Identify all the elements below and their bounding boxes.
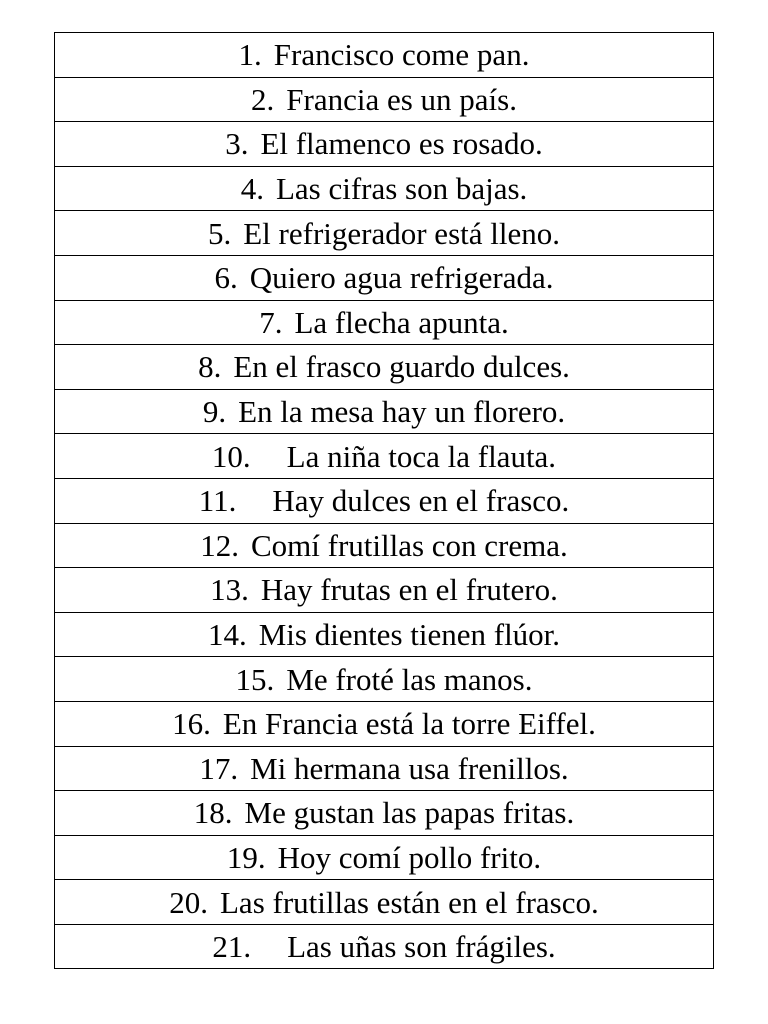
sentence-text: Me gustan las papas fritas. [244,795,575,831]
sentence-number: 16. [172,706,211,742]
sentence-row [55,924,714,969]
sentence-number: 18. [193,795,233,831]
sentence-number: 3. [225,126,249,162]
sentence-text: La niña toca la flauta. [286,438,557,474]
sentence-text: Francia es un país. [286,81,517,117]
sentence-text: En la mesa hay un florero. [238,394,566,430]
sentence-text: Hay frutas en el frutero. [260,572,558,608]
sentence-row [55,657,714,702]
sentence-text: Quiero agua refrigerada. [249,260,554,296]
sentence-number: 14. [207,617,247,653]
sentence-text: Mis dientes tienen flúor. [258,617,561,653]
sentence-text: La flecha apunta. [294,304,509,340]
sentence-row [55,612,714,657]
sentence-number: 21. [212,929,252,965]
sentence-row [55,211,714,256]
sentence-number: 8. [198,349,222,385]
sentence-text: Las cifras son bajas. [275,171,528,207]
sentence-cell [55,77,714,122]
sentence-text: Las frutillas están en el frasco. [220,884,599,920]
sentence-cell [55,523,714,568]
sentence-number: 20. [169,884,208,920]
sentence-cell [55,33,714,78]
sentence-cell [55,568,714,613]
sentence-row [55,478,714,523]
sentence-cell [55,478,714,523]
sentence-number: 6. [214,260,238,296]
sentence-number: 19. [226,839,266,875]
sentence-cell [55,211,714,256]
sentence-number: 15. [235,661,275,697]
sentence-text: Hoy comí pollo frito. [277,839,542,875]
sentence-cell [55,389,714,434]
sentence-row [55,523,714,568]
sentence-cell [55,122,714,167]
sentence-row [55,746,714,791]
sentence-text: Las uñas son frágiles. [287,929,556,965]
sentence-cell [55,434,714,479]
sentence-text: En Francia está la torre Eiffel. [222,706,596,742]
sentence-number: 12. [200,527,239,563]
sentence-row [55,389,714,434]
sentence-cell [55,701,714,746]
sentence-number: 17. [199,750,239,786]
sentence-number: 7. [259,304,283,340]
sentence-cell [55,791,714,836]
sentence-cell [55,612,714,657]
sentence-row [55,300,714,345]
sentence-row [55,255,714,300]
sentence-cell [55,746,714,791]
sentence-row [55,835,714,880]
sentence-row [55,434,714,479]
sentence-text: Comí frutillas con crema. [250,527,568,563]
sentence-row [55,77,714,122]
sentence-cell [55,345,714,390]
sentence-number: 10. [211,438,251,474]
sentence-cell [55,300,714,345]
sentence-table [54,32,714,969]
sentence-row [55,880,714,925]
sentence-text: Hay dulces en el frasco. [272,483,570,519]
sentence-cell [55,255,714,300]
sentence-text: Me froté las manos. [286,661,533,697]
sentence-number: 13. [210,572,249,608]
sentence-row [55,33,714,78]
sentence-cell [55,924,714,969]
sentence-number: 5. [208,215,232,251]
sentence-number: 11. [198,483,237,519]
sentence-row [55,568,714,613]
sentence-number: 1. [238,37,262,73]
sentence-cell [55,166,714,211]
sentence-number: 9. [202,394,227,430]
sentence-row [55,166,714,211]
sentence-row [55,791,714,836]
sentence-text: El refrigerador está lleno. [243,215,560,251]
sentence-text: En el frasco guardo dulces. [233,349,570,385]
sentence-row [55,701,714,746]
sentence-cell [55,835,714,880]
sentence-cell [55,880,714,925]
sentence-row [55,122,714,167]
sentence-text: El flamenco es rosado. [260,126,543,162]
sentence-text: Mi hermana usa frenillos. [250,750,569,786]
sentence-text: Francisco come pan. [273,37,530,73]
sentence-number: 4. [240,171,264,207]
sentence-number: 2. [251,81,275,117]
sentence-cell [55,657,714,702]
sentence-row [55,345,714,390]
